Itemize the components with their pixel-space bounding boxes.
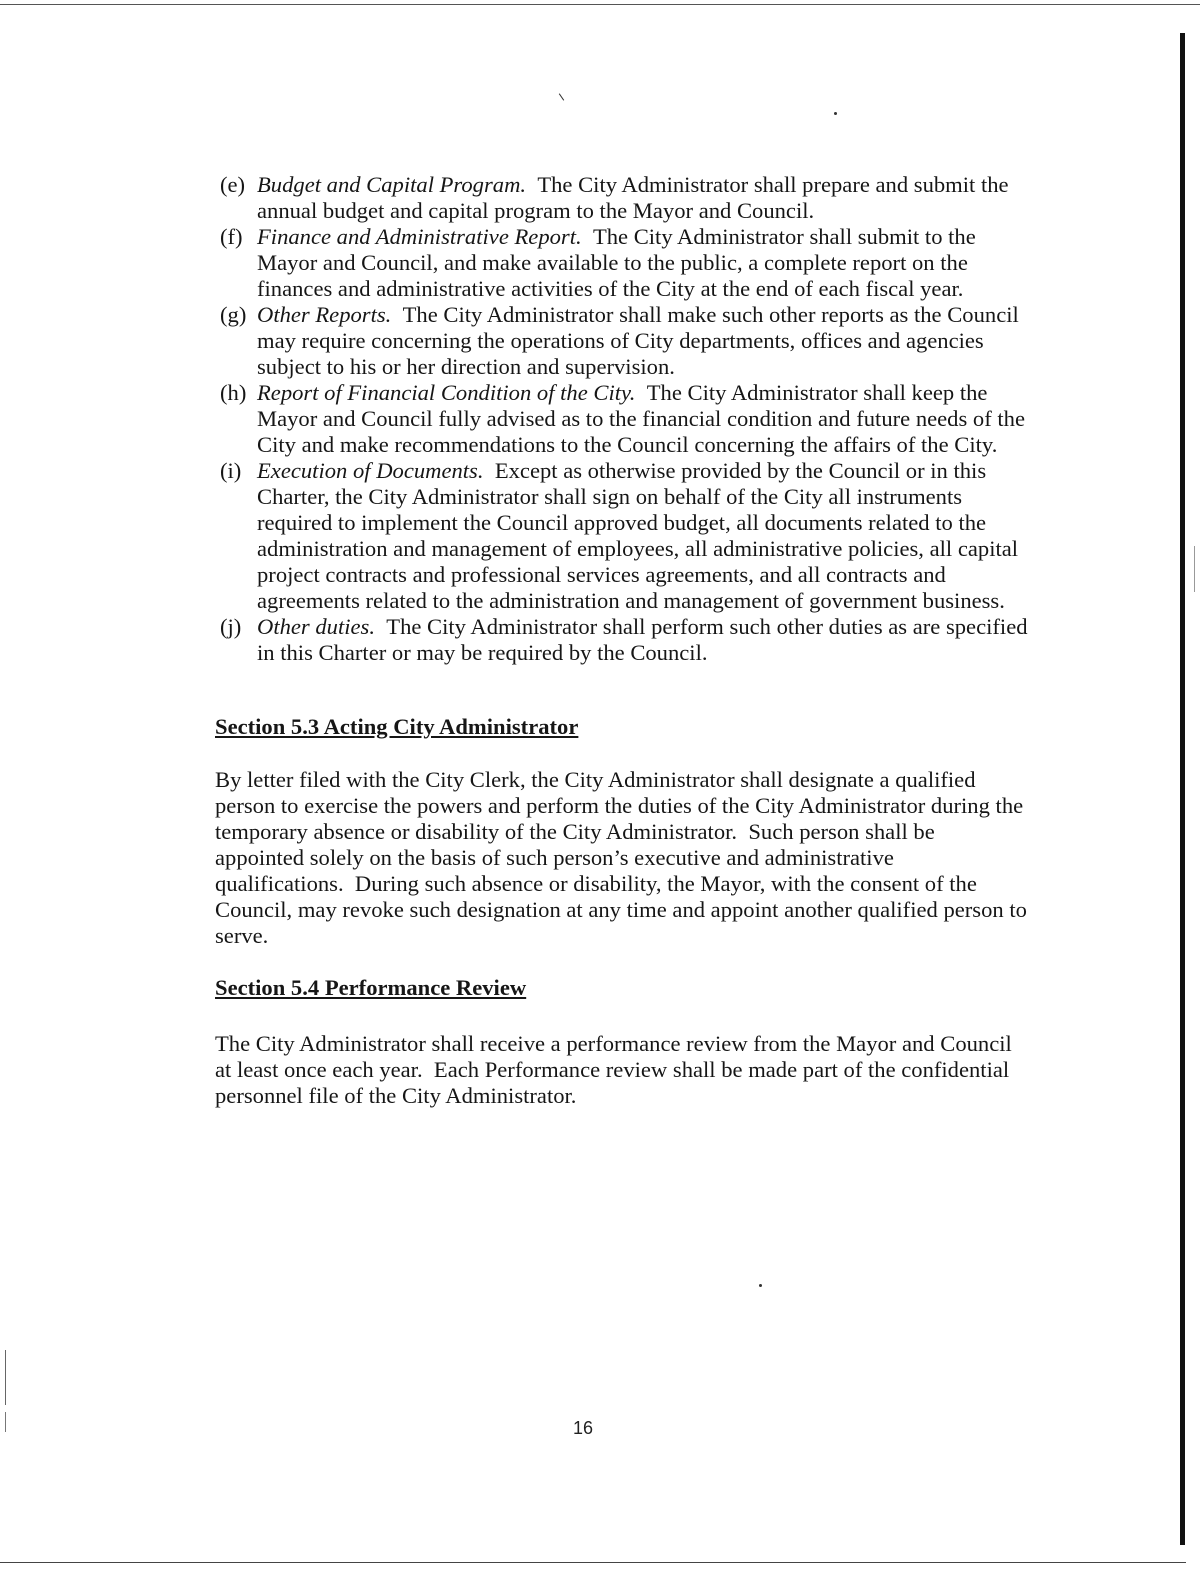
paragraph-line: The City Administrator shall receive a performance review from the Mayor and Council bbox=[215, 1031, 1012, 1056]
item-text: The City Administrator shall make such other reports as the Council bbox=[402, 302, 1019, 327]
list-item-g bbox=[220, 302, 1028, 380]
scan-mark-dot bbox=[834, 112, 837, 115]
item-text: The City Administrator shall perform such other duties as are specified bbox=[386, 614, 1028, 639]
paragraph-line: person to exercise the powers and perform the duties of the City Administrator during the bbox=[215, 793, 1024, 818]
list-item-h bbox=[220, 380, 1028, 458]
scan-edge-bottom bbox=[0, 1562, 1186, 1563]
item-first-line bbox=[220, 380, 1028, 406]
item-first-line bbox=[220, 458, 1028, 484]
item-title: Other duties. bbox=[257, 614, 375, 639]
item-text: in this Charter or may be required by the Council. bbox=[257, 640, 708, 665]
item-text: required to implement the Council approved budget, all documents related to the bbox=[257, 510, 987, 535]
item-first-line bbox=[220, 172, 1028, 198]
paragraph-line: Council, may revoke such designation at any time and appoint another qualified person to bbox=[215, 897, 1027, 922]
scan-mark-dot bbox=[759, 1284, 762, 1287]
scan-mark-slash bbox=[559, 93, 564, 100]
list-item-j bbox=[220, 614, 1028, 666]
list-item-f bbox=[220, 224, 1028, 302]
paragraph-line: personnel file of the City Administrator. bbox=[215, 1083, 577, 1108]
page-number: 16 bbox=[572, 1418, 594, 1438]
scan-edge-right bbox=[1180, 33, 1185, 1545]
item-title: Finance and Administrative Report. bbox=[257, 224, 582, 249]
item-text: The City Administrator shall keep the bbox=[646, 380, 988, 405]
item-label: (j) bbox=[220, 614, 242, 639]
scan-edge-top bbox=[0, 4, 1200, 5]
item-first-line bbox=[220, 224, 1028, 250]
item-text: Charter, the City Administrator shall sign on behalf of the City all instruments bbox=[257, 484, 963, 509]
item-text: agreements related to the administration and management of government business. bbox=[257, 588, 1005, 613]
item-text: subject to his or her direction and supervision. bbox=[257, 354, 675, 379]
item-title: Other Reports. bbox=[257, 302, 392, 327]
paragraph-line: serve. bbox=[215, 923, 269, 948]
item-label: (h) bbox=[220, 380, 247, 405]
paragraph-line: at least once each year. Each Performance review shall be made part of the confidential bbox=[215, 1057, 1010, 1082]
item-first-line bbox=[220, 614, 1028, 640]
item-title: Report of Financial Condition of the City. bbox=[257, 380, 636, 405]
item-text: annual budget and capital program to the Mayor and Council. bbox=[257, 198, 815, 223]
item-text: The City Administrator shall submit to the bbox=[592, 224, 976, 249]
paragraph-line: temporary absence or disability of the City Administrator. Such person shall be bbox=[215, 819, 935, 844]
paragraph-line: By letter filed with the City Clerk, the City Administrator shall designate a qualified bbox=[215, 767, 976, 792]
item-text: Except as otherwise provided by the Council or in this bbox=[494, 458, 987, 483]
item-label: (i) bbox=[220, 458, 242, 483]
scan-mark-left bbox=[5, 1350, 6, 1405]
item-text: finances and administrative activities of the City at the end of each fiscal year. bbox=[257, 276, 964, 301]
scan-mark-right bbox=[1194, 546, 1195, 592]
list-item-i bbox=[220, 458, 1028, 614]
item-text: Mayor and Council, and make available to the public, a complete report on the bbox=[257, 250, 968, 275]
scan-mark-left bbox=[5, 1412, 6, 1432]
item-title: Budget and Capital Program. bbox=[257, 172, 527, 197]
item-label: (g) bbox=[220, 302, 247, 327]
section-paragraph bbox=[215, 1031, 1012, 1109]
item-label: (e) bbox=[220, 172, 246, 197]
item-text: may require concerning the operations of City departments, offices and agencies bbox=[257, 328, 984, 353]
item-label: (f) bbox=[220, 224, 243, 249]
section-paragraph bbox=[215, 767, 1027, 949]
item-first-line bbox=[220, 302, 1028, 328]
paragraph-line: appointed solely on the basis of such person’s executive and administrative bbox=[215, 845, 894, 870]
section-heading: Section 5.3 Acting City Administrator bbox=[215, 714, 579, 739]
item-text: project contracts and professional services agreements, and all contracts and bbox=[257, 562, 946, 587]
item-text: Mayor and Council fully advised as to the financial condition and future needs of the bbox=[257, 406, 1025, 431]
paragraph-line: qualifications. During such absence or disability, the Mayor, with the consent of the bbox=[215, 871, 977, 896]
duties-list bbox=[220, 172, 1028, 666]
item-text: City and make recommendations to the Council concerning the affairs of the City. bbox=[257, 432, 998, 457]
section-heading: Section 5.4 Performance Review bbox=[215, 975, 527, 1000]
item-title: Execution of Documents. bbox=[257, 458, 484, 483]
item-text: administration and management of employees, all administrative policies, all capital bbox=[257, 536, 1019, 561]
list-item-e bbox=[220, 172, 1028, 224]
item-text: The City Administrator shall prepare and submit the bbox=[537, 172, 1009, 197]
